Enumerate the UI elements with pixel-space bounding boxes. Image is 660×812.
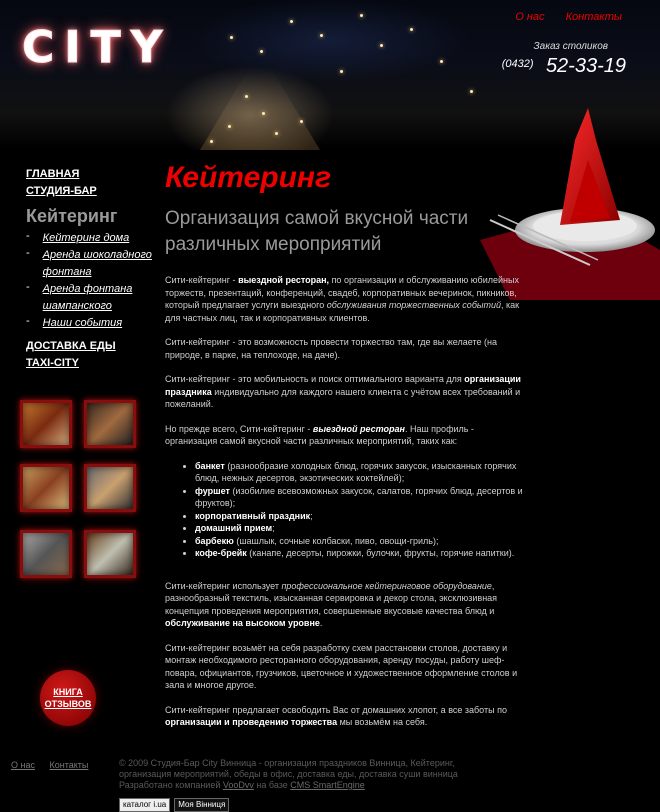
- nav-sub-champagne-fountain[interactable]: Аренда фонтана шампанского: [42, 283, 133, 312]
- top-nav-contacts-link[interactable]: Контакты: [565, 11, 622, 23]
- nav-sub-our-events[interactable]: Наши события: [42, 317, 123, 329]
- paragraph: Сити-кейтеринг возьмёт на себя разработку схем расстановки столов, доставку и монтаж необходимого ресторанного оборудования, аренду посуды, работу шеф-повара, официантов, грузчиков, цветочное и художественное оформление столов и зала и многое другое.: [165, 642, 518, 690]
- my-vinnytsia-badge[interactable]: Моя Вінниця: [174, 798, 229, 812]
- nav-taxi-city[interactable]: TAXI-CITY: [26, 357, 79, 369]
- paragraph: Сити-кейтеринг - выездной ресторан, по организации и обслуживанию юбилейных торжеств, презентаций, конференций, свадеб, корпоративных вечеринок, пикников, который предлагает услуги выездного обслуживания торжественных событий, как для частных лиц, так и корпоративных клиентов.: [165, 275, 520, 323]
- gallery-thumbnail[interactable]: [20, 400, 72, 448]
- page-title: Кейтеринг: [165, 161, 332, 194]
- list-item: • фуршет (изобилие всевозможных закусок, салатов, горячих блюд, десертов и фруктов);: [195, 485, 525, 510]
- order-tables-label: Заказ столиков: [533, 41, 608, 52]
- main-content: [165, 160, 525, 741]
- footer-contacts-link[interactable]: Контакты: [49, 760, 89, 770]
- phone-code: (0432): [501, 58, 534, 70]
- nav-sub-chocolate-fountain[interactable]: Аренда шоколадного фонтана: [42, 249, 152, 278]
- top-nav-about-link[interactable]: О нас: [515, 11, 545, 23]
- developer-link[interactable]: VooDvv: [222, 780, 254, 790]
- list-item: • корпоративный праздник;: [195, 510, 525, 523]
- paragraph: Но прежде всего, Сити-кейтеринг - выездной ресторан. Наш профиль - организация самой вкусной части различных мероприятий, таких как:: [165, 423, 474, 446]
- services-list: [165, 460, 525, 560]
- nav-home[interactable]: ГЛАВНАЯ: [26, 168, 80, 180]
- catalog-iua-badge[interactable]: каталог i.ua: [119, 798, 170, 812]
- page-subtitle: Организация самой вкусной части различных мероприятий: [165, 208, 469, 255]
- footer-badges: [119, 798, 229, 812]
- paragraph: Сити-кейтеринг использует профессиональное кейтеринговое оборудование, разнообразный текстиль, изысканная сервировка и декор стола, эксклюзивная концепция проведения мероприятия, совершенные вкусовые качества блюд и обслуживание на высоком уровне.: [165, 580, 498, 628]
- list-item: • домашний прием;: [195, 522, 525, 535]
- copyright: © 2009 Студия-Бар City Винница - организация праздников Винница, Кейтеринг, организация мероприятий, обеды в офис, доставка еды, доставка суши винница Разработано компанией VooDvv на базе CMS SmartEngine: [119, 758, 458, 790]
- footer-about-link[interactable]: О нас: [11, 760, 35, 770]
- reviews-book-button[interactable]: [40, 670, 96, 726]
- reviews-line1: КНИГА: [53, 687, 83, 697]
- logo[interactable]: CITY: [22, 22, 173, 73]
- nav-sub-catering-home[interactable]: Кейтеринг дома: [42, 232, 130, 244]
- article-text: [165, 274, 525, 729]
- nav-food-delivery[interactable]: ДОСТАВКА ЕДЫ: [26, 340, 116, 352]
- paragraph: Сити-кейтеринг - это возможность провести торжество там, где вы желаете (на природе, в парке, на теплоходе, на даче).: [165, 337, 497, 360]
- footer-nav: [11, 760, 100, 770]
- list-item: • банкет (разнообразие холодных блюд, горячих закусок, изысканных горячих блюд, нежных десертов, экзотических коктейлей);: [195, 460, 525, 485]
- cms-link[interactable]: CMS SmartEngine: [290, 780, 365, 790]
- reviews-line2: ОТЗЫВОВ: [44, 699, 92, 709]
- phone: [502, 55, 626, 78]
- list-item: • барбекю (шашлык, сочные колбаски, пиво, овощи-гриль);: [195, 535, 525, 548]
- list-item: • кофе-брейк (канапе, десерты, пирожки, булочки, фрукты, горячие напитки).: [195, 547, 525, 560]
- gallery-thumbnail[interactable]: [84, 464, 136, 512]
- paragraph: Сити-кейтеринг предлагает освободить Вас от домашних хлопот, а все заботы по организации и проведению торжества мы возьмём на себя.: [165, 704, 507, 727]
- gallery-thumbnail[interactable]: [20, 464, 72, 512]
- sidebar: [26, 166, 166, 372]
- gallery-thumbnail[interactable]: [84, 400, 136, 448]
- nav-catering-current[interactable]: Кейтеринг: [26, 206, 118, 226]
- nav-catering-submenu: - Кейтеринг дома - Аренда шоколадного фонтана - Аренда фонтана шампанского - Наши события: [26, 230, 166, 332]
- phone-number: 52-33-19: [545, 55, 626, 77]
- gallery-thumbnail[interactable]: [20, 530, 72, 578]
- nav-studio-bar[interactable]: СТУДИЯ-БАР: [26, 185, 97, 197]
- gallery-thumbnail[interactable]: [84, 530, 136, 578]
- top-nav: [497, 11, 622, 23]
- paragraph: Сити-кейтеринг - это мобильность и поиск оптимального варианта для организации праздника индивидуально для каждого нашего клиента с учётом всех требований и пожеланий.: [165, 374, 521, 409]
- road-lights-decoration: [200, 70, 320, 150]
